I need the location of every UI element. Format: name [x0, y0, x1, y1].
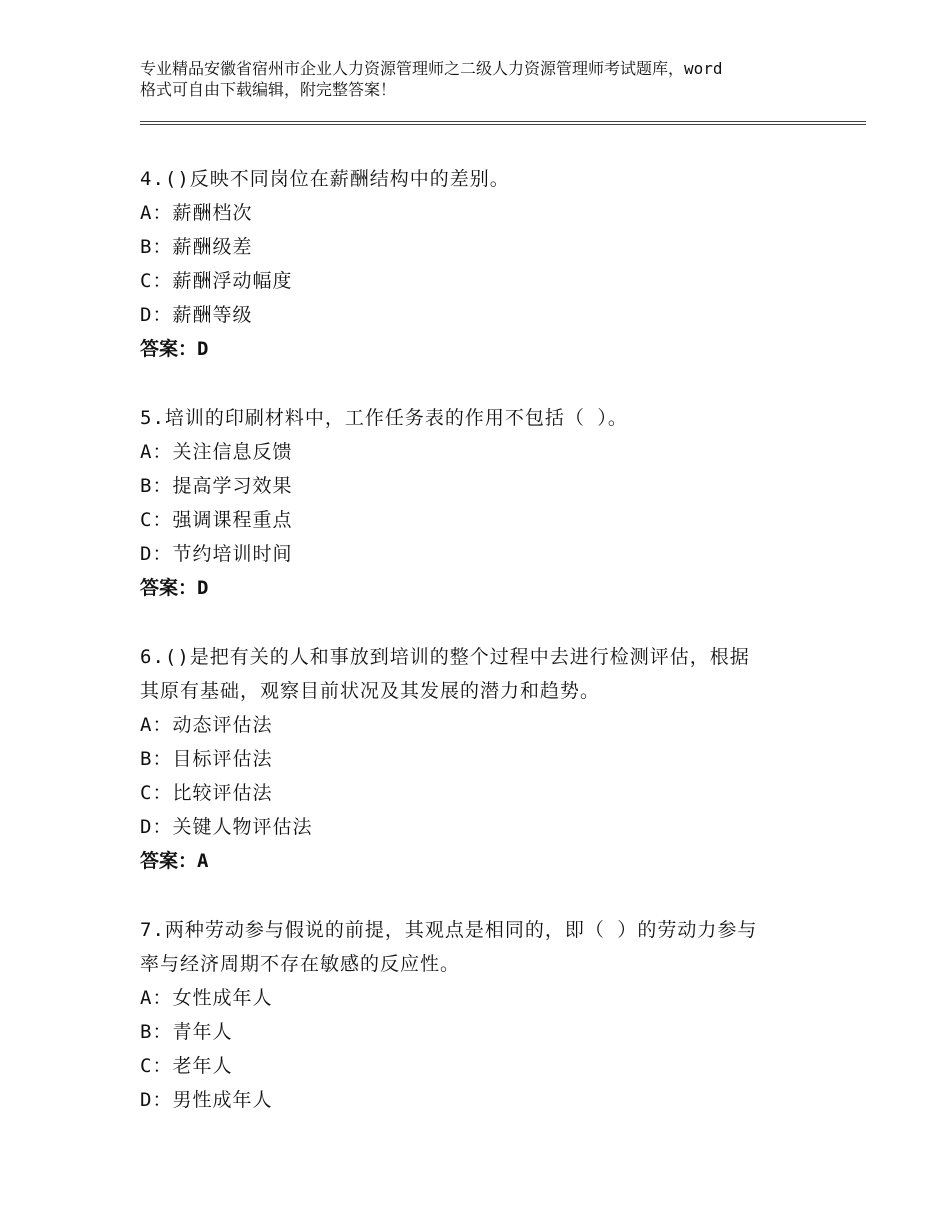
option-b: B：目标评估法: [140, 748, 273, 770]
question-stem: 4.()反映不同岗位在薪酬结构中的差别。: [140, 168, 510, 190]
option-a: A：女性成年人: [140, 987, 273, 1009]
question-stem-line-2: 率与经济周期不存在敏感的反应性。: [140, 953, 461, 975]
question-7: [140, 913, 860, 1117]
question-list: [140, 162, 860, 1117]
question-stem: 5.培训的印刷材料中，工作任务表的作用不包括（ ）。: [140, 407, 628, 429]
option-b: B：青年人: [140, 1021, 233, 1043]
question-spacer: [140, 878, 860, 913]
option-d: D：关键人物评估法: [140, 816, 313, 838]
answer-line: 答案：D: [140, 577, 209, 599]
option-a: A：关注信息反馈: [140, 441, 293, 463]
question-4: [140, 162, 860, 366]
question-5: [140, 401, 860, 605]
header-line-1: 专业精品安徽省宿州市企业人力资源管理师之二级人力资源管理师考试题库，word: [140, 59, 723, 78]
question-spacer: [140, 366, 860, 401]
question-stem-line-2: 其原有基础，观察目前状况及其发展的潜力和趋势。: [140, 680, 601, 702]
question-stem-line-1: 7.两种劳动参与假说的前提，其观点是相同的，即（ ）的劳动力参与: [140, 919, 758, 941]
option-d: D：薪酬等级: [140, 304, 253, 326]
option-a: A：薪酬档次: [140, 202, 253, 224]
option-d: D：节约培训时间: [140, 543, 293, 565]
question-spacer: [140, 605, 860, 640]
answer-line: 答案：D: [140, 338, 209, 360]
document-header: [140, 58, 840, 100]
option-b: B：提高学习效果: [140, 475, 293, 497]
option-c: C：薪酬浮动幅度: [140, 270, 293, 292]
option-c: C：老年人: [140, 1055, 233, 1077]
header-rule-bottom: [140, 124, 866, 125]
question-6: [140, 640, 860, 878]
option-c: C：强调课程重点: [140, 509, 293, 531]
header-line-2: 格式可自由下载编辑，附完整答案！: [140, 80, 397, 99]
answer-line: 答案：A: [140, 850, 209, 872]
option-a: A：动态评估法: [140, 714, 273, 736]
header-rule-top: [140, 121, 866, 122]
option-b: B：薪酬级差: [140, 236, 253, 258]
option-c: C：比较评估法: [140, 782, 273, 804]
option-d: D：男性成年人: [140, 1089, 273, 1111]
question-stem-line-1: 6.()是把有关的人和事放到培训的整个过程中去进行检测评估，根据: [140, 646, 750, 668]
